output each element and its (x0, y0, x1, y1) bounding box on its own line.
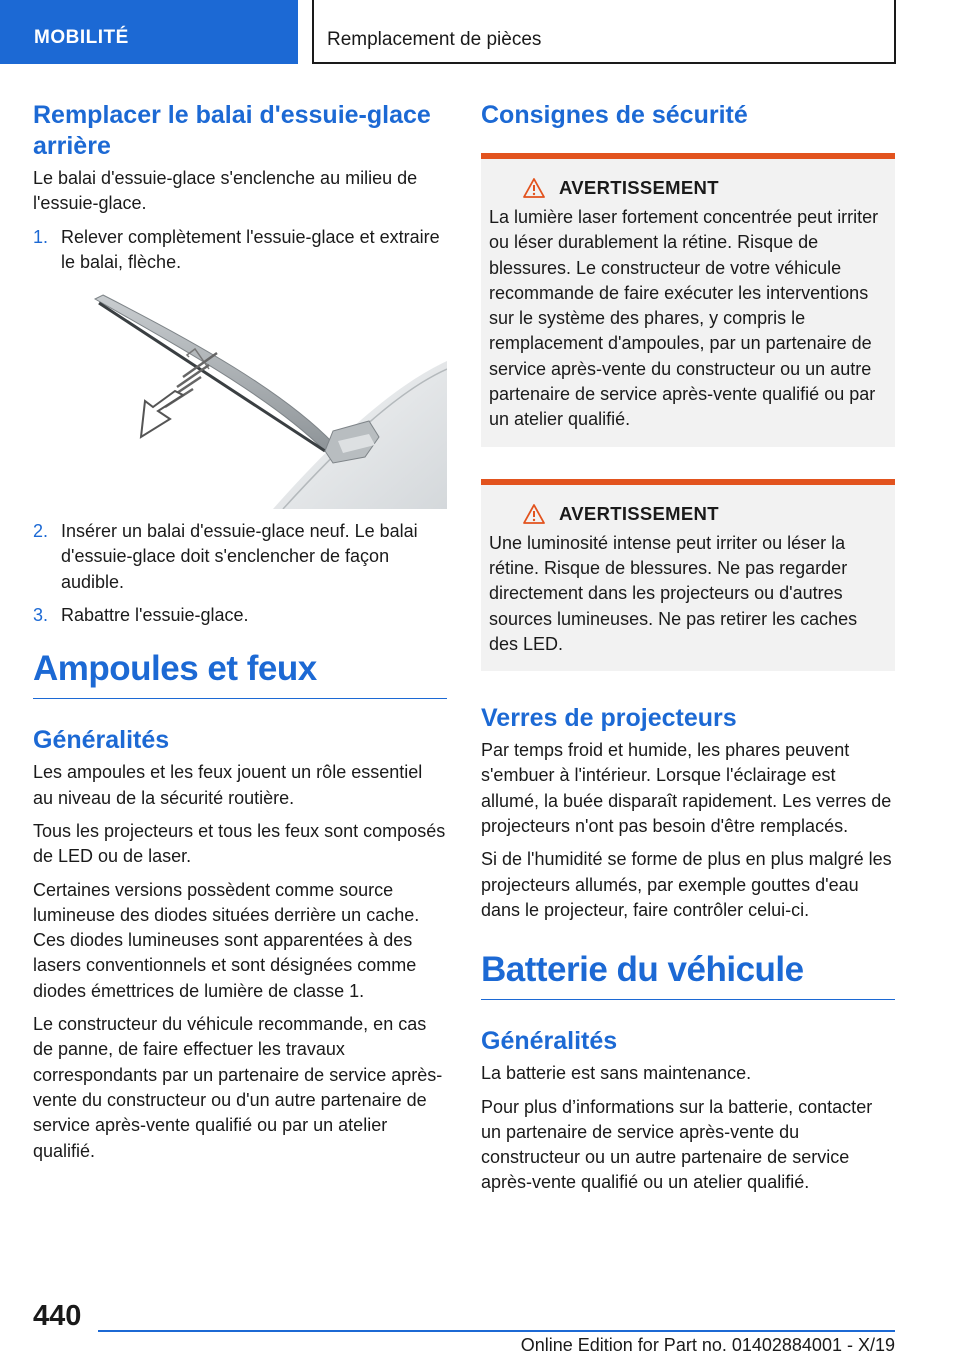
arrow-icon (141, 349, 217, 437)
battery-title: Batterie du véhicule (481, 949, 895, 1000)
page-number: 440 (33, 1300, 82, 1332)
warning-box (481, 479, 895, 671)
general-title: Généralités (33, 726, 170, 755)
warning-text: La lumière laser fortement concentrée peut irriter ou léser durablement la rétine. Risque de blessures. Le constructeur de votre véhicule recommande de faire exécuter les interventions sur le système des phares, y compris le remplacement d'ampoules, par un partenaire de service après-vente du constructeur ou un autre partenaire de service après-vente qualifié ou par un atelier qualifié. (489, 207, 879, 430)
paragraph: La batterie est sans maintenance. (481, 1063, 752, 1084)
battery-general-title: Généralités (481, 1027, 618, 1056)
warning-title: AVERTISSEMENT (559, 502, 719, 524)
edition-note: Online Edition for Part no. 01402884001 - X/19 (520, 1335, 895, 1355)
warning-triangle-icon (523, 504, 545, 524)
step-number: 1. (33, 226, 49, 247)
step-item (33, 603, 447, 628)
paragraph: Par temps froid et humide, les phares peuvent s'embuer à l'intérieur. Lorsque l'éclairage est allumé, la buée disparaît rapidement. Les verres de projecteurs n'ont pas besoin d'être remplacés. (481, 740, 892, 837)
wiper-steps-2 (33, 519, 447, 628)
wiper-illustration (33, 291, 447, 509)
paragraph: Tous les projecteurs et tous les feux sont composés de LED ou de laser. (33, 820, 446, 867)
step-text: Relever complètement l'essuie-glace et extraire le balai, flèche. (61, 226, 440, 272)
wiper-steps-1 (33, 225, 447, 276)
lenses-title: Verres de projecteurs (481, 704, 737, 733)
right-column (481, 100, 895, 1204)
step-number: 3. (33, 605, 49, 626)
warning-triangle-icon (523, 178, 545, 198)
wiper-title: Remplacer le balai d'essuie-glace arrière (33, 101, 431, 160)
paragraph: Le constructeur du véhicule recommande, en cas de panne, de faire effectuer les travaux correspondants par un partenaire de service après-vente du constructeur ou d'un autre partenaire de service après-vente qualifié ou par un atelier qualifié. (33, 1014, 443, 1161)
warning-heading (523, 177, 887, 199)
warning-box (481, 153, 895, 447)
wiper-blade-drawing (33, 291, 447, 509)
wiper-intro: Le balai d'essuie-glace s'enclenche au milieu de l'essuie-glace. (33, 168, 418, 214)
step-number: 2. (33, 521, 49, 542)
warning-title: AVERTISSEMENT (559, 177, 719, 198)
footer-divider (98, 1330, 895, 1332)
warning-text: Une luminosité intense peut irriter ou léser la rétine. Risque de blessures. Ne pas regarder directement dans les projecteurs ou d'autres sources lumineuses. Ne pas retirer les caches des LED. (489, 532, 858, 654)
paragraph: Certaines versions possèdent comme source lumineuse des diodes situées derrière un cache. Ces diodes lumineuses sont apparentées à des lasers conventionnels et sont désignées comme diodes émettrices de lumière de classe 1. (33, 879, 420, 1001)
warning-heading (523, 503, 887, 525)
header-section-tab: MOBILITÉ (0, 0, 298, 64)
safety-title: Consignes de sécurité (481, 101, 748, 129)
paragraph: Les ampoules et les feux jouent un rôle essentiel au niveau de la sécurité routière. (33, 762, 423, 808)
paragraph: Pour plus d’informations sur la batterie, contacter un partenaire de service après-vente du constructeur ou un autre partenaire de service après-vente qualifié ou un atelier qualifié. (481, 1096, 873, 1193)
bulbs-title: Ampoules et feux (33, 648, 447, 699)
step-text: Rabattre l'essuie-glace. (61, 605, 249, 626)
step-item (33, 519, 447, 595)
header-chapter-title: Remplacement de pièces (312, 0, 896, 64)
left-column (33, 100, 447, 1172)
step-item (33, 225, 447, 276)
step-text: Insérer un balai d'essuie-glace neuf. Le balai d'essuie-glace doit s'enclencher de façon audible. (61, 521, 418, 592)
paragraph: Si de l'humidité se forme de plus en plus malgré les projecteurs allumés, par exemple gouttes d'eau dans le projecteur, faire contrôler celui-ci. (481, 849, 892, 920)
